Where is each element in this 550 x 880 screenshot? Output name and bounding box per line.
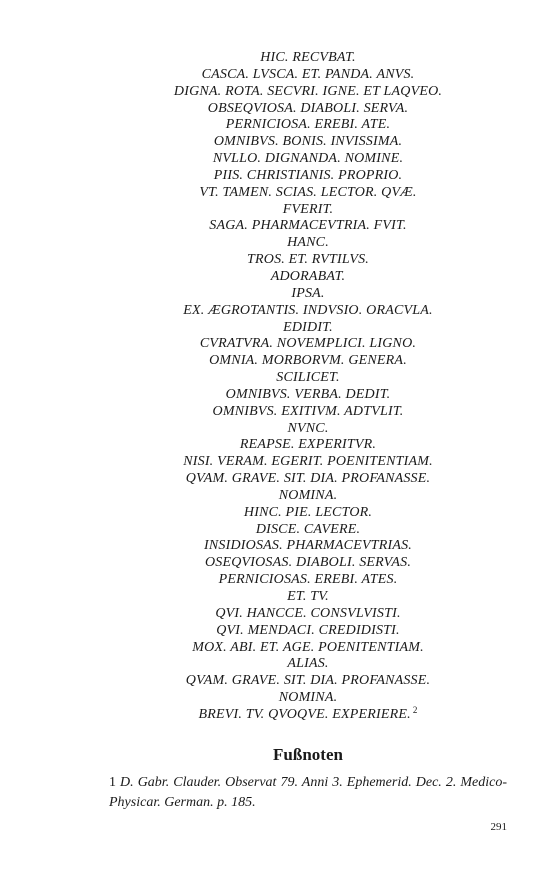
inscription-line: OMNIBVS. EXITIVM. ADTVLIT. — [212, 403, 404, 419]
inscription-line: VT. TAMEN. SCIAS. LECTOR. QVÆ. — [199, 184, 417, 200]
inscription-line: QVI. MENDACI. CREDIDISTI. — [216, 622, 400, 638]
inscription-line: TROS. ET. RVTILVS. — [247, 252, 369, 268]
inscription-line: ALIAS. — [287, 656, 329, 672]
inscription-line: INSIDIOSAS. PHARMACEVTRIAS. — [204, 538, 412, 554]
inscription-line-last — [0, 704, 550, 724]
inscription-line: QVI. HANCCE. CONSVLVISTI. — [215, 605, 401, 621]
footnote-number: 1 — [109, 775, 116, 790]
inscription-line: DISCE. CAVERE. — [255, 521, 361, 537]
inscription-text — [0, 50, 550, 724]
inscription-line: PERNICIOSA. EREBI. ATE. — [225, 117, 391, 133]
inscription-line: HIC. RECVBAT. — [260, 50, 356, 65]
inscription-line: HANC. — [287, 235, 329, 251]
inscription-line: EDIDIT. — [283, 319, 333, 335]
inscription-line: NVLLO. DIGNANDA. NOMINE. — [212, 151, 404, 167]
inscription-line: PIIS. CHRISTIANIS. PROPRIO. — [213, 167, 403, 183]
footnotes-heading: Fußnoten — [273, 745, 343, 764]
inscription-line: QVAM. GRAVE. SIT. DIA. PROFANASSE. — [185, 673, 431, 689]
inscription-line: REAPSE. EXPERITVR. — [239, 437, 377, 453]
inscription-line: OMNIA. MORBORVM. GENERA. — [209, 353, 407, 369]
inscription-line: NOMINA. — [278, 487, 338, 503]
inscription-line: NISI. VERAM. EGERIT. POENITENTIAM. — [183, 454, 433, 470]
inscription-line: ADORABAT. — [270, 268, 346, 284]
inscription-line: ET. TV. — [287, 589, 329, 604]
inscription-last-line-text: BREVI. TV. QVOQVE. EXPERIERE. — [198, 706, 411, 722]
footnote-item — [109, 773, 507, 813]
inscription-line: OBSEQVIOSA. DIABOLI. SERVA. — [207, 100, 409, 116]
footnote-text: D. Gabr. Clauder. Observat 79. Anni 3. Ephemerid. Dec. 2. Medico-Physicar. German. p. 185. — [109, 775, 508, 810]
page-number: 291 — [490, 821, 507, 833]
inscription-line: DIGNA. ROTA. SECVRI. IGNE. ET LAQVEO. — [173, 83, 443, 99]
footnote-reference[interactable]: 2 — [412, 704, 418, 715]
inscription-line: NOMINA. — [278, 690, 338, 706]
inscription-line: OMNIBVS. BONIS. INVISSIMA. — [213, 134, 403, 150]
inscription-line: OSEQVIOSAS. DIABOLI. SERVAS. — [204, 555, 412, 571]
inscription-line: EX. ÆGROTANTIS. INDVSIO. ORACVLA. — [183, 302, 433, 318]
inscription-line: MOX. ABI. ET. AGE. POENITENTIAM. — [192, 639, 424, 655]
inscription-line: QVAM. GRAVE. SIT. DIA. PROFANASSE. — [185, 471, 431, 487]
inscription-line: OMNIBVS. VERBA. DEDIT. — [225, 386, 391, 402]
inscription-line: SAGA. PHARMACEVTRIA. FVIT. — [209, 218, 407, 234]
inscription-line: CASCA. LVSCA. ET. PANDA. ANVS. — [201, 66, 415, 82]
inscription-line: HINC. PIE. LECTOR. — [243, 504, 373, 520]
inscription-line: FVERIT. — [282, 201, 334, 217]
inscription-line: IPSA. — [291, 285, 325, 301]
inscription-line: NVNC. — [287, 420, 329, 436]
inscription-line: CVRATVRA. NOVEMPLICI. LIGNO. — [199, 336, 417, 352]
inscription-line: PERNICIOSAS. EREBI. ATES. — [218, 572, 398, 588]
inscription-line: SCILICET. — [276, 370, 340, 386]
